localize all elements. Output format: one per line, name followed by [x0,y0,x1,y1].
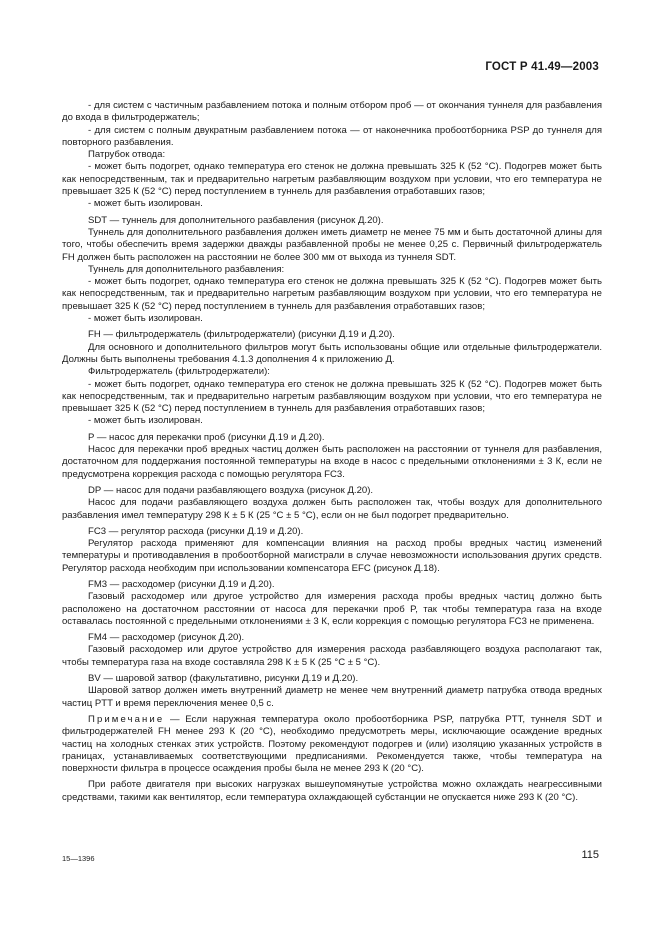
paragraph: - может быть подогрет, однако температура его стенок не должна превышать 325 К (52 °С). Подогрев может быть как непосредственным, так и предварительно нагретым разбавляющим воздухом при условии, что его температура не превышает 325 К (52 °С) перед поступлением в туннель для разбавления отработавших газов; [62,276,602,312]
paragraph: - для систем с полным двукратным разбавлением потока — от наконечника пробоотборника PSP до туннеля для повторного разбавления. [62,124,602,148]
note-paragraph [62,714,602,775]
paragraph: Шаровой затвор должен иметь внутренний диаметр не менее чем внутренний диаметр патрубка отвода вредных частиц PTT и время переключения менее 0,5 с. [62,685,602,709]
paragraph: Патрубок отвода: [88,149,166,161]
note-label: Примечание [88,713,165,725]
paragraph: BV — шаровой затвор (факультативно, рисунки Д.19 и Д.20). [88,673,359,685]
sheet-mark: 15—1396 [62,854,95,863]
paragraph: Регулятор расхода применяют для компенсации влияния на расход пробы вредных частиц изменений температуры и противодавления в пробоотборной магистрали в случае невозможности использования других средств. Регулятор расхода необходим при использовании компенсатора EFC (рисунок Д.18). [62,538,602,574]
document-header: ГОСТ Р 41.49—2003 [485,61,599,73]
page-body [62,100,602,804]
paragraph: - может быть изолирован. [88,198,203,210]
paragraph: - может быть подогрет, однако температура его стенок не должна превышать 325 К (52 °С). Подогрев может быть как непосредственным, так и предварительно нагретым разбавляющим воздухом при условии, что его температура не превышает 325 К (52 °С) перед поступлением в туннель для разбавления отработавших газов; [62,378,602,415]
paragraph: P — насос для перекачки проб (рисунки Д.19 и Д.20). [88,431,325,443]
paragraph: При работе двигателя при высоких нагрузках вышеупомянутые устройства можно охлаждать неагрессивными средствами, такими как вентилятор, если температура охлаждающей субстанции не опускается ниже 293 К (20 °С). [62,779,602,803]
page-number: 115 [581,849,599,861]
note-text: — Если наружная температура около пробоотборника PSP, патрубка PTT, туннеля SDT и фильтродержателей FH менее 293 К (20 °С), необходимо предусмотреть меры, исключающие осаждение вредных частиц на холодных стенках этих устройств. Поэтому рекомендуют подогрев и (или) изоляцию указанных устройств в границах, устанавливаемых соответствующими предписаниями. Рекомендуется также, чтобы температура на поверхности фильтра в процессе осаждения пробы была не менее 293 К (20 °С). [62,713,602,775]
paragraph: Для основного и дополнительного фильтров могут быть использованы общие или отдельные фильтродержатели. Должны быть выполнены требования 4.1.3 дополнения 4 к приложению Д. [62,341,602,365]
paragraph: Фильтродержатель (фильтродержатели): [88,366,270,378]
paragraph: - может быть изолирован. [88,313,203,325]
paragraph: - может быть изолирован. [88,415,203,427]
paragraph: FH — фильтродержатель (фильтродержатели) (рисунки Д.19 и Д.20). [88,329,395,341]
paragraph: Насос для подачи разбавляющего воздуха должен быть расположен так, чтобы воздух для дополнительного разбавления имел температуру 298 К ± 5 К (25 °С ± 5 °С), если он не был подогрет предварительно. [62,497,602,521]
paragraph: FM3 — расходомер (рисунки Д.19 и Д.20). [88,578,275,590]
paragraph: FM4 — расходомер (рисунок Д.20). [88,632,245,644]
paragraph: - может быть подогрет, однако температура его стенок не должна превышать 325 К (52 °С). Подогрев может быть как непосредственным, так и предварительно нагретым разбавляющим воздухом при условии, что его температура не превышает 325 К (52 °С) перед поступлением в туннель для разбавления отработавших газов; [62,161,602,198]
paragraph: Туннель для дополнительного разбавления должен иметь диаметр не менее 75 мм и быть достаточной длины для того, чтобы обеспечить время задержки дважды разбавленной пробы не менее 0,25 с. Первичный фильтродержатель FH должен быть расположен на расстоянии не более 300 мм от выхода из туннеля SDT. [62,226,602,263]
paragraph: SDT — туннель для дополнительного разбавления (рисунок Д.20). [88,214,384,226]
paragraph: FC3 — регулятор расхода (рисунки Д.19 и Д.20). [88,525,304,537]
paragraph: Газовый расходомер или другое устройство для измерения расхода разбавляющего воздуха располагают так, чтобы температура газа на входе составляла 298 К ± 5 К (25 °С ± 5 °С). [62,644,602,668]
paragraph: Туннель для дополнительного разбавления: [88,263,285,275]
paragraph: Насос для перекачки проб вредных частиц должен быть расположен на расстоянии от туннеля для разбавления, достаточном для поддержания постоянной температуры на входе в насос с предельными отклонениями ± 3 К, если не предусмотрена коррекция расхода с помощью регулятора FC3. [62,444,602,480]
paragraph: DP — насос для подачи разбавляющего воздуха (рисунок Д.20). [88,484,374,496]
paragraph: Газовый расходомер или другое устройство для измерения расхода пробы вредных частиц должно быть расположено на достаточном расстоянии от насоса для перекачки проб P, так чтобы температура газа на входе оставалась постоянной с предельными отклонениями ± 3 К, если коррекция с помощью регулятора FC3 не применена. [62,591,602,627]
paragraph: - для систем с частичным разбавлением потока и полным отбором проб — от окончания туннеля для разбавления до входа в фильтродержатель; [62,100,602,124]
